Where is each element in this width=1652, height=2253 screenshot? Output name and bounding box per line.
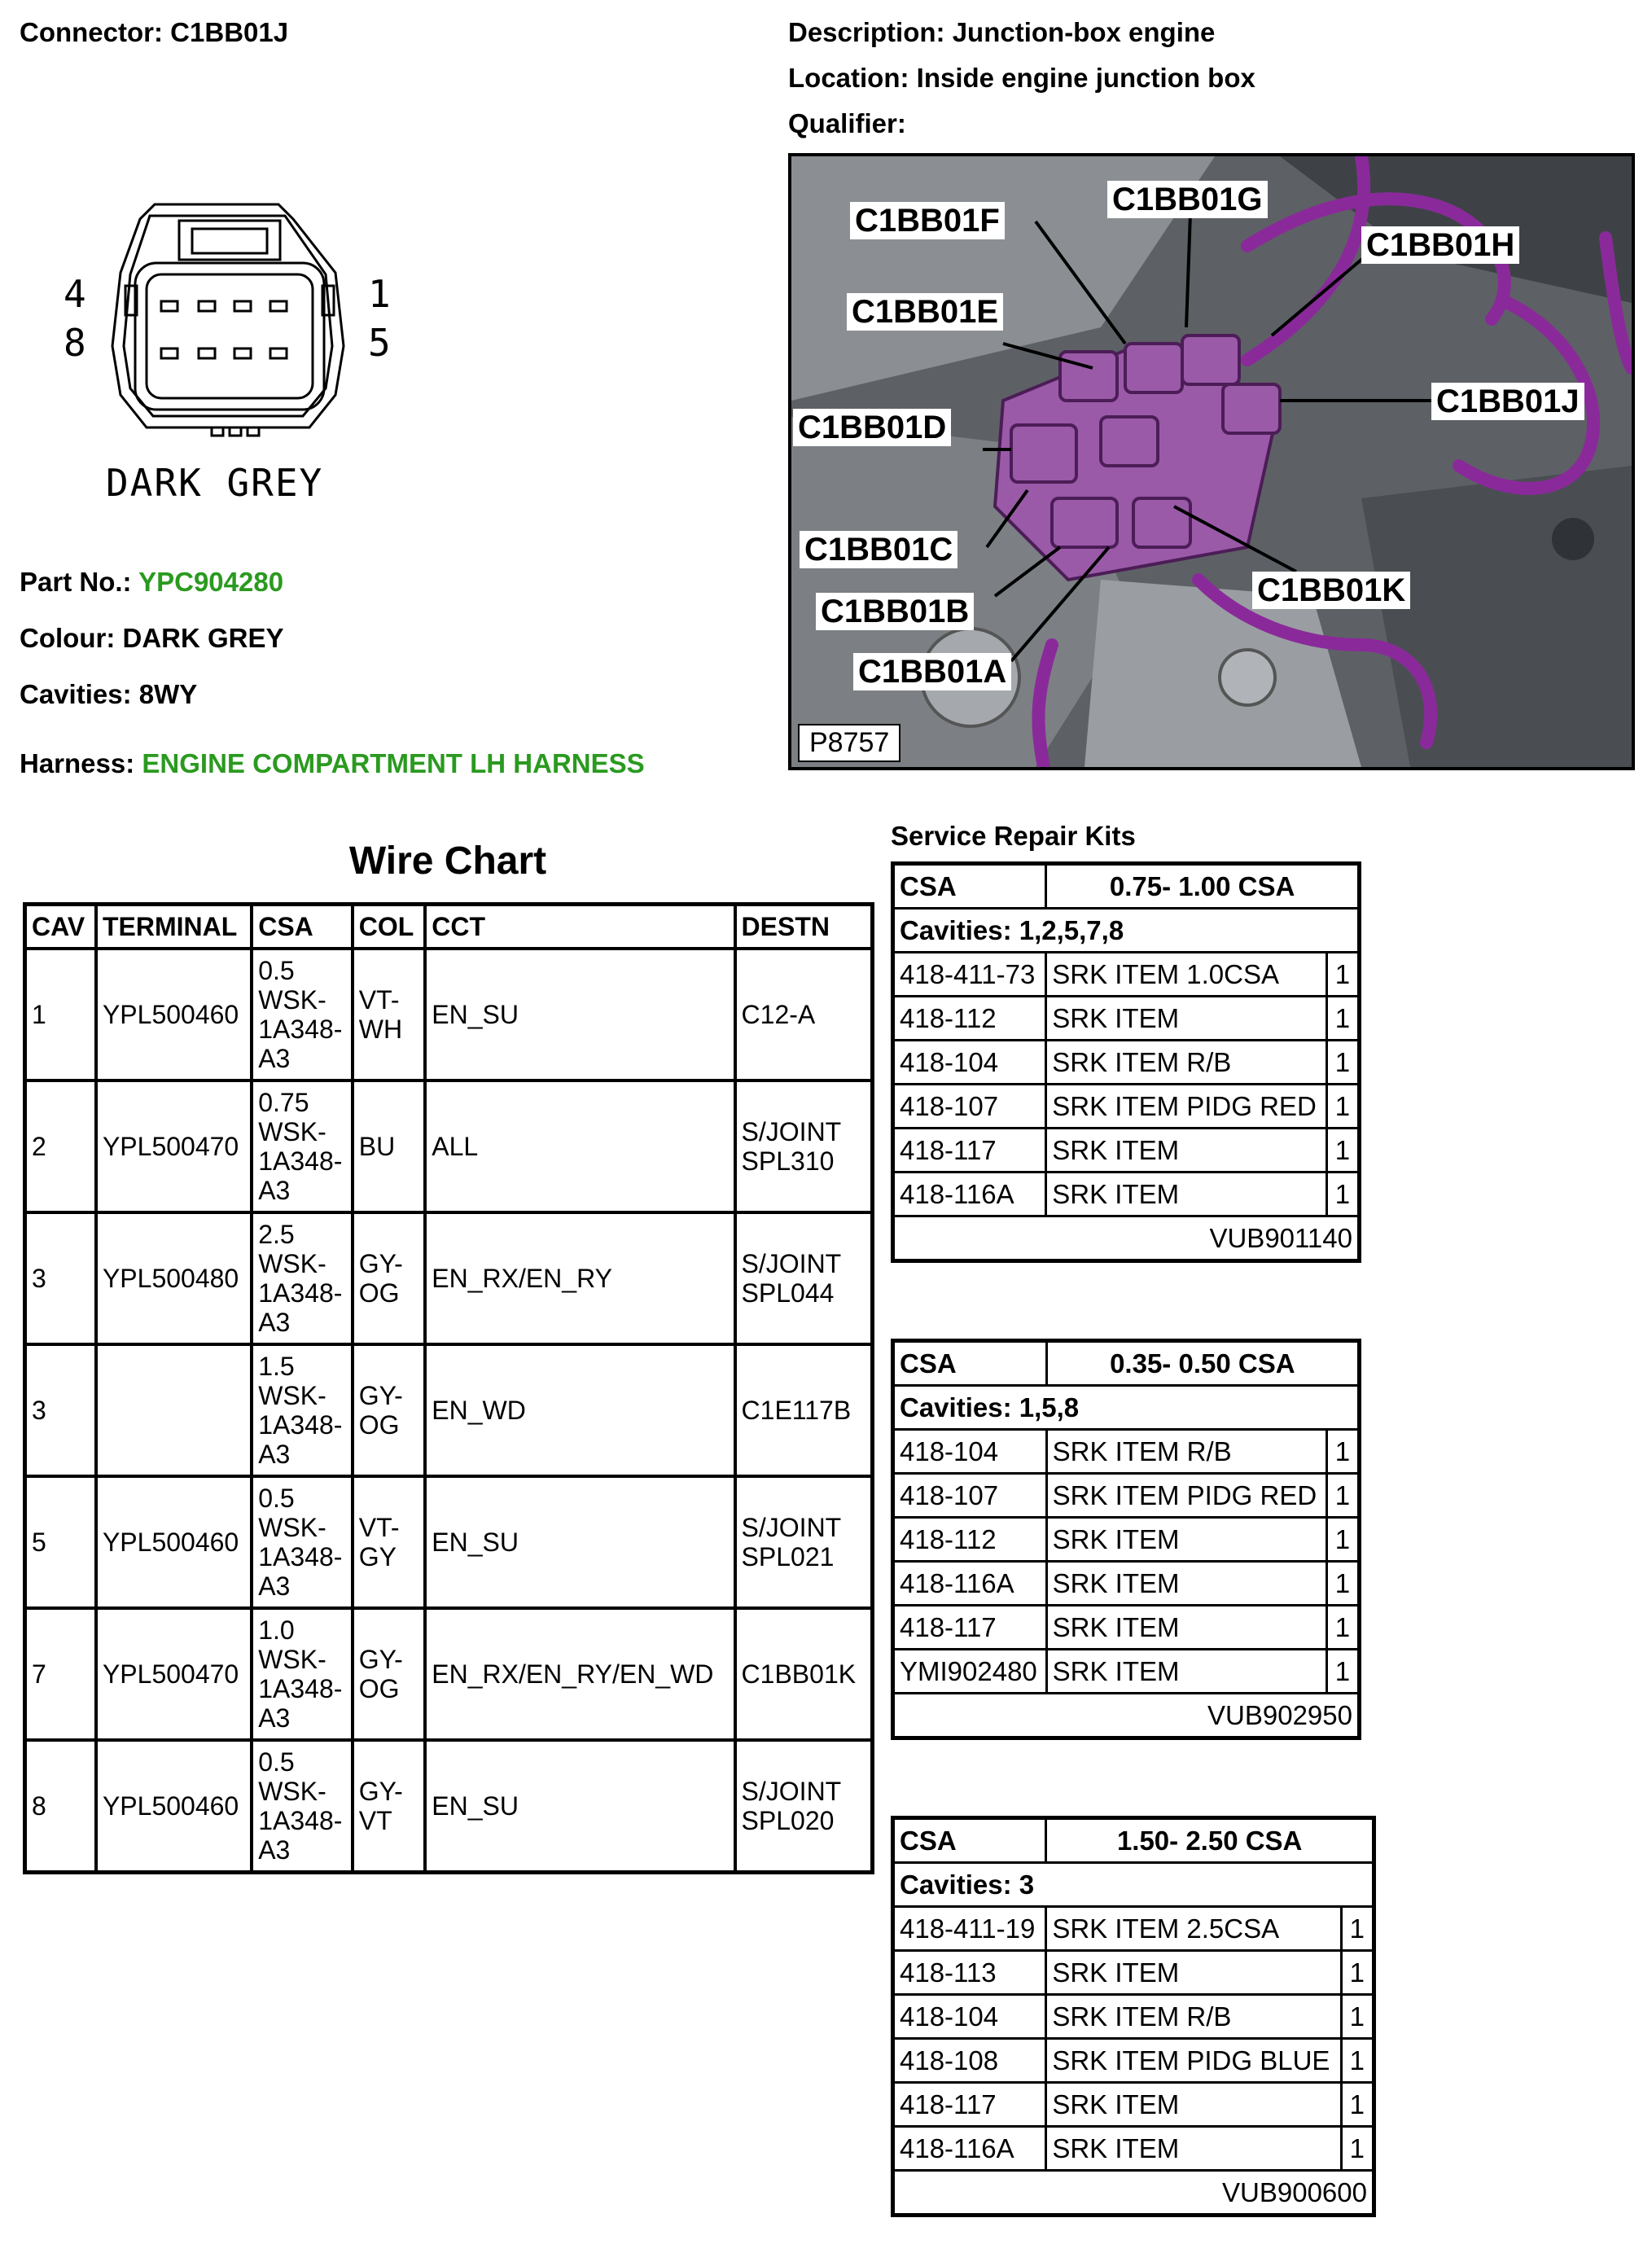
csa-cell <box>252 1476 353 1608</box>
kit-item-desc: SRK ITEM <box>1046 1606 1326 1650</box>
cav-cell-text: 2 <box>32 1132 46 1161</box>
destn-cell <box>735 1212 873 1344</box>
col-cell-line: OG <box>358 1674 400 1703</box>
destn-cell-line: SPL044 <box>741 1278 835 1308</box>
terminal-cell <box>96 1608 252 1740</box>
destn-cell-line: C12-A <box>741 1000 816 1029</box>
kit-item-row <box>893 1562 1360 1606</box>
kit-item-qty: 1 <box>1341 1907 1374 1951</box>
cct-cell-text: EN_SU <box>432 1528 519 1557</box>
wire-chart-row <box>25 1080 873 1212</box>
csa-cell-line: 0.5 <box>258 1747 295 1777</box>
cct-cell <box>425 949 734 1080</box>
kit-item-desc: SRK ITEM <box>1046 2127 1341 2171</box>
callout-c1bb01g: C1BB01G <box>1107 181 1268 218</box>
csa-cell-line: WSK- <box>258 1777 326 1806</box>
part-no-link[interactable]: YPC904280 <box>138 567 284 597</box>
pin-8-label: 8 <box>64 321 88 365</box>
kit-csa-row <box>893 1818 1374 1863</box>
csa-cell-line: A3 <box>258 1308 291 1337</box>
terminal-cell-text: YPL500460 <box>102 1791 239 1821</box>
callout-c1bb01c: C1BB01C <box>800 531 957 568</box>
terminal-cell <box>96 1212 252 1344</box>
kit-cavities: Cavities: 1,2,5,7,8 <box>893 909 1360 953</box>
col-header-cav: CAV <box>25 905 96 949</box>
kit-cavities-row <box>893 1386 1360 1430</box>
kit-number: VUB902950 <box>893 1694 1360 1738</box>
kit-csa-row <box>893 864 1360 909</box>
col-header-terminal: TERMINAL <box>96 905 252 949</box>
col-cell-line: BU <box>358 1132 396 1161</box>
csa-cell-line: WSK- <box>258 985 326 1015</box>
csa-cell <box>252 1740 353 1873</box>
wire-chart-table <box>23 902 874 1874</box>
cav-cell-text: 7 <box>32 1659 46 1689</box>
terminal-cell <box>96 1476 252 1608</box>
kit-item-row <box>893 1173 1360 1216</box>
repair-kit-table <box>891 1816 1376 2217</box>
kit-number-row <box>893 1694 1360 1738</box>
col-header-destn: DESTN <box>735 905 873 949</box>
harness-line <box>20 747 645 780</box>
kit-item-qty: 1 <box>1326 1085 1359 1129</box>
kit-item-desc: SRK ITEM <box>1046 1951 1341 1995</box>
csa-cell <box>252 1212 353 1344</box>
harness-label: Harness: <box>20 748 135 778</box>
kit-item-part: YMI902480 <box>893 1650 1047 1694</box>
csa-cell <box>252 1344 353 1476</box>
csa-cell-line: 1A348- <box>258 1674 343 1703</box>
kit-cavities: Cavities: 3 <box>893 1863 1374 1907</box>
col-cell <box>353 1476 425 1608</box>
terminal-cell <box>96 1740 252 1873</box>
kit-item-part: 418-104 <box>893 1995 1046 2039</box>
terminal-cell-text: YPL500460 <box>102 1528 239 1557</box>
destn-cell-line: S/JOINT <box>741 1249 842 1278</box>
wire-chart-row <box>25 1212 873 1344</box>
kit-item-desc: SRK ITEM <box>1046 1129 1327 1173</box>
col-cell <box>353 949 425 1080</box>
kit-item-qty: 1 <box>1341 1995 1374 2039</box>
kit-item-desc: SRK ITEM <box>1046 1173 1327 1216</box>
pin-5-label: 5 <box>368 321 392 365</box>
kit-item-qty: 1 <box>1341 1951 1374 1995</box>
kit-item-qty: 1 <box>1326 1129 1359 1173</box>
csa-cell <box>252 949 353 1080</box>
cct-cell-text: EN_WD <box>432 1396 526 1425</box>
kit-csa-range: 0.35- 0.50 CSA <box>1046 1341 1359 1386</box>
kit-item-desc: SRK ITEM R/B <box>1046 1430 1326 1474</box>
kit-item-part: 418-113 <box>893 1951 1046 1995</box>
destn-cell-line: SPL020 <box>741 1806 835 1835</box>
terminal-cell <box>96 949 252 1080</box>
kit-cavities: Cavities: 1,5,8 <box>893 1386 1360 1430</box>
kit-number-row <box>893 1216 1360 1261</box>
csa-cell-line: 0.75 <box>258 1088 309 1117</box>
kit-item-desc: SRK ITEM PIDG RED <box>1046 1085 1327 1129</box>
kit-item-row <box>893 2083 1374 2127</box>
callout-c1bb01e: C1BB01E <box>847 293 1003 331</box>
kit-item-part: 418-112 <box>893 997 1046 1041</box>
col-header-cct: CCT <box>425 905 734 949</box>
csa-cell-line: 1A348- <box>258 1542 343 1571</box>
csa-cell-line: WSK- <box>258 1117 326 1146</box>
cavities-label: Cavities: <box>20 679 132 709</box>
kit-item-row <box>893 1650 1360 1694</box>
kit-item-desc: SRK ITEM <box>1046 997 1327 1041</box>
cct-cell-text: ALL <box>432 1132 479 1161</box>
csa-cell-line: WSK- <box>258 1645 326 1674</box>
col-cell-line: GY- <box>358 1381 403 1410</box>
csa-cell-line: A3 <box>258 1571 291 1601</box>
cav-cell <box>25 1608 96 1740</box>
cct-cell-text: EN_SU <box>432 1791 519 1821</box>
cav-cell <box>25 1212 96 1344</box>
kit-item-qty: 1 <box>1326 1041 1359 1085</box>
callout-c1bb01b: C1BB01B <box>816 593 974 630</box>
col-cell-line: VT- <box>358 1513 400 1542</box>
col-cell-line: VT <box>358 1806 392 1835</box>
kit-item-part: 418-108 <box>893 2039 1046 2083</box>
location-value: Inside engine junction box <box>916 63 1255 93</box>
cct-cell <box>425 1476 734 1608</box>
location-label: Location: <box>788 63 909 93</box>
col-header-col: COL <box>353 905 425 949</box>
csa-cell-line: 1A348- <box>258 1806 343 1835</box>
destn-cell-line: S/JOINT <box>741 1777 842 1806</box>
col-cell <box>353 1212 425 1344</box>
callout-c1bb01h: C1BB01H <box>1361 226 1519 264</box>
kit-item-qty: 1 <box>1326 1650 1359 1694</box>
kit-item-desc: SRK ITEM R/B <box>1046 1041 1327 1085</box>
photo-code: P8757 <box>798 724 900 762</box>
cav-cell <box>25 1740 96 1873</box>
col-cell-line: WH <box>358 1015 403 1044</box>
terminal-cell <box>96 1080 252 1212</box>
csa-cell-line: A3 <box>258 1440 291 1469</box>
kit-item-qty: 1 <box>1326 1474 1359 1518</box>
callout-c1bb01j: C1BB01J <box>1431 383 1584 420</box>
kit-item-row <box>893 1995 1374 2039</box>
col-cell <box>353 1608 425 1740</box>
kit-item-part: 418-411-19 <box>893 1907 1046 1951</box>
destn-cell <box>735 1080 873 1212</box>
col-cell-line: GY- <box>358 1777 403 1806</box>
csa-cell-line: 1A348- <box>258 1146 343 1176</box>
col-cell-line: OG <box>358 1410 400 1440</box>
kit-item-desc: SRK ITEM PIDG BLUE <box>1046 2039 1341 2083</box>
col-cell <box>353 1080 425 1212</box>
kit-item-row <box>893 1041 1360 1085</box>
kit-item-row <box>893 1085 1360 1129</box>
csa-cell-line: 0.5 <box>258 956 295 985</box>
kit-number: VUB901140 <box>893 1216 1360 1261</box>
csa-cell-line: 2.5 <box>258 1220 295 1249</box>
kit-item-row <box>893 953 1360 997</box>
description-line <box>788 16 1215 49</box>
csa-cell-line: WSK- <box>258 1249 326 1278</box>
kit-item-part: 418-116A <box>893 1173 1046 1216</box>
terminal-cell-text: YPL500460 <box>102 1000 239 1029</box>
kit-item-part: 418-104 <box>893 1041 1046 1085</box>
kit-item-part: 418-112 <box>893 1518 1047 1562</box>
terminal-cell-text: YPL500470 <box>102 1659 239 1689</box>
kit-item-row <box>893 2039 1374 2083</box>
kit-csa-range: 0.75- 1.00 CSA <box>1046 864 1360 909</box>
kit-item-part: 418-411-73 <box>893 953 1046 997</box>
part-no-line <box>20 566 283 598</box>
cav-cell <box>25 1080 96 1212</box>
cav-cell-text: 1 <box>32 1000 46 1029</box>
cct-cell-text: EN_RX/EN_RY <box>432 1264 612 1293</box>
col-cell-line: GY- <box>358 1249 403 1278</box>
wire-chart-row <box>25 1608 873 1740</box>
col-cell-line: VT- <box>358 985 400 1015</box>
cav-cell-text: 8 <box>32 1791 46 1821</box>
csa-cell <box>252 1080 353 1212</box>
kit-csa-range: 1.50- 2.50 CSA <box>1046 1818 1374 1863</box>
wire-chart-row <box>25 1476 873 1608</box>
csa-cell-line: A3 <box>258 1703 291 1733</box>
repair-kit-table <box>891 1339 1361 1740</box>
colour-line <box>20 622 284 655</box>
wire-chart-header-row <box>25 905 873 949</box>
destn-cell-line: SPL310 <box>741 1146 835 1176</box>
csa-cell-line: 0.5 <box>258 1484 295 1513</box>
col-header-csa: CSA <box>252 905 353 949</box>
kit-csa-label: CSA <box>893 864 1046 909</box>
connector-colour-label: DARK GREY <box>106 461 324 505</box>
cav-cell-text: 5 <box>32 1528 46 1557</box>
cavities-value: 8WY <box>138 679 198 709</box>
kit-number: VUB900600 <box>893 2171 1374 2216</box>
connector-value: C1BB01J <box>170 17 289 47</box>
kit-csa-label: CSA <box>893 1818 1046 1863</box>
description-value: Junction-box engine <box>952 17 1216 47</box>
kit-item-part: 418-117 <box>893 1129 1046 1173</box>
kit-item-qty: 1 <box>1341 2127 1374 2171</box>
kit-item-part: 418-107 <box>893 1474 1047 1518</box>
part-no-label: Part No.: <box>20 567 132 597</box>
kit-item-qty: 1 <box>1341 2083 1374 2127</box>
terminal-cell-text: YPL500470 <box>102 1132 239 1161</box>
callout-c1bb01a: C1BB01A <box>853 653 1011 690</box>
kit-item-part: 418-116A <box>893 2127 1046 2171</box>
csa-cell-line: A3 <box>258 1044 291 1073</box>
kit-item-qty: 1 <box>1326 1173 1359 1216</box>
terminal-cell-text: YPL500480 <box>102 1264 239 1293</box>
description-label: Description: <box>788 17 945 47</box>
kit-item-qty: 1 <box>1326 1606 1359 1650</box>
destn-cell-line: SPL021 <box>741 1542 835 1571</box>
wire-chart-row <box>25 949 873 1080</box>
kit-csa-label: CSA <box>893 1341 1047 1386</box>
kit-item-desc: SRK ITEM <box>1046 1562 1326 1606</box>
terminal-cell <box>96 1344 252 1476</box>
destn-cell <box>735 1476 873 1608</box>
kit-item-desc: SRK ITEM PIDG RED <box>1046 1474 1326 1518</box>
wire-chart-row <box>25 1740 873 1873</box>
harness-link[interactable]: ENGINE COMPARTMENT LH HARNESS <box>142 748 645 778</box>
csa-cell-line: WSK- <box>258 1381 326 1410</box>
destn-cell-line: S/JOINT <box>741 1513 842 1542</box>
destn-cell-line: C1E117B <box>741 1396 852 1425</box>
cct-cell-text: EN_SU <box>432 1000 519 1029</box>
kit-item-qty: 1 <box>1341 2039 1374 2083</box>
callout-c1bb01k: C1BB01K <box>1252 572 1410 609</box>
kit-cavities-row <box>893 909 1360 953</box>
csa-cell-line: 1.5 <box>258 1352 295 1381</box>
connector-label: Connector: <box>20 17 163 47</box>
csa-cell-line: 1.0 <box>258 1615 295 1645</box>
kit-item-qty: 1 <box>1326 953 1359 997</box>
wire-chart-title: Wire Chart <box>348 839 547 883</box>
kit-item-qty: 1 <box>1326 1430 1359 1474</box>
cavities-line <box>20 678 197 711</box>
location-line <box>788 62 1255 94</box>
kit-item-desc: SRK ITEM R/B <box>1046 1995 1341 2039</box>
col-cell <box>353 1344 425 1476</box>
cav-cell <box>25 949 96 1080</box>
kit-item-row <box>893 1518 1360 1562</box>
kit-item-row <box>893 1430 1360 1474</box>
callout-c1bb01f: C1BB01F <box>850 202 1005 239</box>
pin-4-label: 4 <box>64 272 88 316</box>
kit-cavities-row <box>893 1863 1374 1907</box>
kit-item-part: 418-117 <box>893 2083 1046 2127</box>
cct-cell <box>425 1080 734 1212</box>
destn-cell <box>735 949 873 1080</box>
kit-item-part: 418-117 <box>893 1606 1047 1650</box>
kit-item-part: 418-116A <box>893 1562 1047 1606</box>
csa-cell-line: A3 <box>258 1835 291 1865</box>
wire-chart-row <box>25 1344 873 1476</box>
kit-item-desc: SRK ITEM 2.5CSA <box>1046 1907 1341 1951</box>
kit-item-desc: SRK ITEM <box>1046 2083 1341 2127</box>
qualifier-label: Qualifier: <box>788 108 906 138</box>
kit-item-desc: SRK ITEM <box>1046 1518 1326 1562</box>
pin-1-label: 1 <box>368 272 392 316</box>
colour-value: DARK GREY <box>122 623 284 653</box>
qualifier-line <box>788 107 906 140</box>
kit-item-row <box>893 1907 1374 1951</box>
connector-heading <box>20 16 288 49</box>
cct-cell <box>425 1740 734 1873</box>
kit-item-desc: SRK ITEM 1.0CSA <box>1046 953 1327 997</box>
kit-item-row <box>893 1951 1374 1995</box>
csa-cell-line: 1A348- <box>258 1278 343 1308</box>
kit-item-row <box>893 1474 1360 1518</box>
csa-cell-line: A3 <box>258 1176 291 1205</box>
repair-kit-table <box>891 861 1361 1263</box>
destn-cell-line: S/JOINT <box>741 1117 842 1146</box>
kit-number-row <box>893 2171 1374 2216</box>
cav-cell-text: 3 <box>32 1264 46 1293</box>
service-repair-kits-title: Service Repair Kits <box>891 821 1136 851</box>
destn-cell <box>735 1740 873 1873</box>
cct-cell <box>425 1212 734 1344</box>
col-cell-line: GY <box>358 1542 397 1571</box>
kit-item-part: 418-107 <box>893 1085 1046 1129</box>
cct-cell-text: EN_RX/EN_RY/EN_WD <box>432 1659 714 1689</box>
csa-cell-line: 1A348- <box>258 1015 343 1044</box>
cct-cell <box>425 1344 734 1476</box>
kit-item-row <box>893 997 1360 1041</box>
cav-cell <box>25 1476 96 1608</box>
kit-item-row <box>893 1129 1360 1173</box>
kit-item-row <box>893 1606 1360 1650</box>
connector-face-diagram <box>49 183 407 525</box>
col-cell <box>353 1740 425 1873</box>
kit-item-desc: SRK ITEM <box>1046 1650 1326 1694</box>
junction-box-photo <box>788 153 1635 770</box>
callout-c1bb01d: C1BB01D <box>793 409 951 446</box>
csa-cell-line: WSK- <box>258 1513 326 1542</box>
cav-cell <box>25 1344 96 1476</box>
kit-csa-row <box>893 1341 1360 1386</box>
cct-cell <box>425 1608 734 1740</box>
kit-item-qty: 1 <box>1326 997 1359 1041</box>
kit-item-qty: 1 <box>1326 1562 1359 1606</box>
destn-cell <box>735 1344 873 1476</box>
cav-cell-text: 3 <box>32 1396 46 1425</box>
kit-item-row <box>893 2127 1374 2171</box>
destn-cell <box>735 1608 873 1740</box>
kit-item-qty: 1 <box>1326 1518 1359 1562</box>
col-cell-line: GY- <box>358 1645 403 1674</box>
kit-item-part: 418-104 <box>893 1430 1047 1474</box>
destn-cell-line: C1BB01K <box>741 1659 857 1689</box>
csa-cell-line: 1A348- <box>258 1410 343 1440</box>
col-cell-line: OG <box>358 1278 400 1308</box>
colour-label: Colour: <box>20 623 116 653</box>
csa-cell <box>252 1608 353 1740</box>
